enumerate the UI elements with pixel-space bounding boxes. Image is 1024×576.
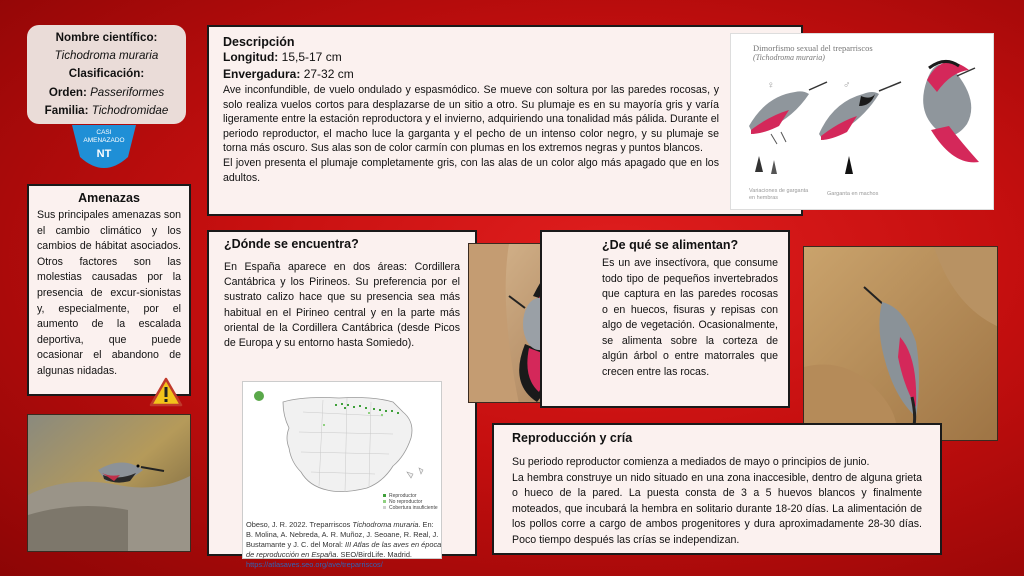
- dimorphism-caption-1: Variaciones de garganta en hembras: [749, 188, 809, 201]
- sci-title: Nombre científico:: [55, 31, 158, 44]
- wingspan-value: 27-32 cm: [303, 67, 354, 81]
- warning-icon: [149, 377, 183, 407]
- status-code: NT: [96, 148, 112, 160]
- dimorphism-illustration: [730, 33, 994, 210]
- distribution-title: ¿Dónde se encuentra?: [224, 237, 359, 251]
- status-line2: AMENAZADO: [83, 137, 125, 144]
- dimorphism-caption-2: Garganta en machos: [827, 191, 879, 197]
- length-value: 15,5-17 cm: [281, 50, 342, 64]
- diet-title: ¿De qué se alimentan?: [602, 238, 739, 252]
- threats-text: Sus principales amenazas son el cambio climático y los cambios de hábitat asociados. Otros factores son las molestias causadas por la presencia de excur-sionistas y, especialmente, por el aumento de la escalada deportiva, que puede ocasionar el abandono de algunas nidadas.: [37, 209, 181, 377]
- bird-photo-cliff: [803, 246, 998, 441]
- distribution-map-card: [242, 381, 442, 569]
- reproduction-title: Reproducción y cría: [512, 431, 633, 445]
- description-text-2: El joven presenta el plumaje completamente gris, con las alas de un color algo más apagado que en los adultos.: [223, 156, 719, 184]
- reproduction-panel: [492, 423, 942, 555]
- order-label: Orden:: [48, 85, 87, 99]
- reproduction-text-1: Su periodo reproductor comienza a mediados de mayo o principios de junio.: [512, 456, 870, 468]
- atlas-link[interactable]: https://atlasaves.seo.org/ave/treparriscos/: [246, 560, 383, 569]
- legend-insufficient: Cobertura insuficiente: [389, 505, 438, 511]
- dimorphism-title: Dimorfismo sexual del treparriscos: [753, 43, 873, 53]
- status-badge-icon: [69, 123, 139, 178]
- threats-title: Amenazas: [78, 191, 140, 205]
- classification-label: Clasificación:: [68, 67, 145, 81]
- description-panel: [207, 25, 803, 216]
- sci-name: Tichodroma muraria: [54, 49, 159, 63]
- diet-panel: [540, 230, 790, 408]
- description-title: Descripción: [223, 35, 295, 49]
- order-value: Passeriformes: [90, 85, 165, 99]
- description-text-1: Ave inconfundible, de vuelo ondulado y espasmódico. Se mueve con soltura por las paredes rocosas, y solo realiza vuelos cortos para desplazarse de un sitio a otro. Su plumaje es en su mayoría gris y varía ligeramente entre la estación reproductora y el invierno, adquiriendo una tonalidad más pálida. Durante el periodo reproductor, el macho luce la garganta y el pecho de un intenso color negro, y su plumaje se torna más oscuro. Sus alas son de color carmín con plumas en los extremos negras y puntos blancos.: [223, 84, 719, 155]
- scientific-name-card: [27, 25, 186, 124]
- status-line1: CASI: [96, 129, 112, 136]
- bird-photo-rock: [27, 414, 191, 552]
- length-label: Longitud:: [223, 50, 279, 64]
- distribution-text: En España aparece en dos áreas: Cordillera Cantábrica y los Pirineos. Su preferencia por el sustrato calizo hace que su presencia sea más habitual en el Pirineo central y en la parte más oriental de la Cordillera Cantábrica (desde Picos de Europa y su entorno hasta Somiedo).: [224, 261, 460, 350]
- birds-drawing: [731, 34, 995, 211]
- spain-map: [243, 382, 443, 518]
- legend-non-breeding: No reproductor: [389, 499, 423, 505]
- dimorphism-subtitle: (Tichodroma muraria): [753, 53, 825, 62]
- legend-breeding: Reproductor: [389, 493, 417, 499]
- female-symbol: ♀: [767, 80, 775, 91]
- diet-text: Es un ave insectívora, que consume todo tipo de pequeños invertebrados que captura en las paredes rocosas o en huecos, fisuras y repisas con algo de vegetación. Ocasionalmente, se alimenta sobre la corteza de algún árbol o entre matorrales que crecen entre las rocas.: [602, 257, 778, 378]
- threats-panel: [27, 184, 191, 396]
- map-citation: Obeso, J. R. 2022. Treparriscos Tichodroma muraria. En: B. Molina, A. Nebreda, A. R. Muñoz, J. Seoane, R. Real, J. Bustamante y J. C. del Moral: III Atlas de las aves en época de reproducción en España. SEO/BirdLife. Madrid. https://atlasaves.seo.org/ave/treparriscos/: [246, 520, 442, 569]
- male-symbol: ♂: [843, 80, 851, 91]
- family-value: Tichodromidae: [91, 103, 169, 117]
- wingspan-label: Envergadura:: [223, 67, 301, 81]
- reproduction-text-2: La hembra construye un nido situado en una zona inaccesible, dentro de alguna grieta o hueco de la pared. La puesta consta de 3 a 5 huevos blancos y finalmente moteados, que incubará la hembra en solitario durante 18-20 días. La alimentación de los pollos corre a cargo de ambos progenitores y dura aproximadamente 28-30 días. Poco tiempo después las crías se independizan.: [512, 471, 922, 546]
- family-label: Familia:: [44, 103, 89, 117]
